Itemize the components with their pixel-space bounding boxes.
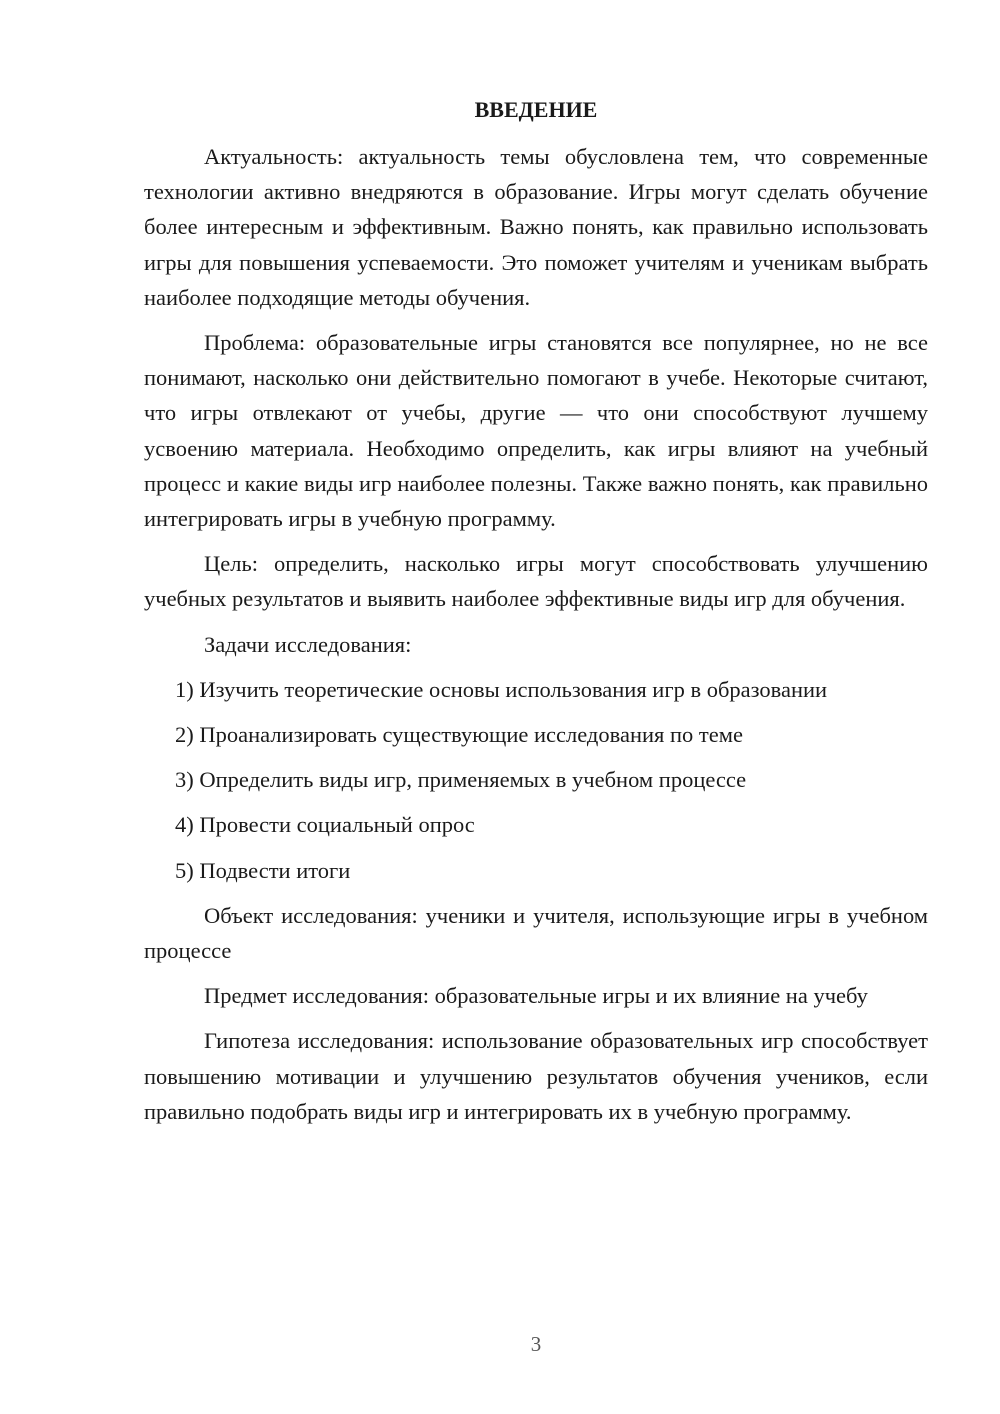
- document-body: [144, 92, 928, 1139]
- section-title: ВВЕДЕНИЕ: [474, 97, 598, 122]
- tasks-heading: Задачи исследования:: [204, 631, 412, 657]
- paragraph-hypothesis: Гипотеза исследования: использование образовательных игр способствует повышению мотивации и улучшению результатов обучения учеников, если правильно подобрать виды игр и интегрировать их в учебную программу.: [144, 1028, 928, 1124]
- task-item: 1) Изучить теоретические основы использования игр в образовании: [175, 676, 828, 702]
- paragraph-subject: Предмет исследования: образовательные игры и их влияние на учебу: [204, 983, 868, 1009]
- paragraph-goal: Цель: определить, насколько игры могут способствовать улучшению учебных результатов и выявить наиболее эффективные виды игр для обучения.: [144, 551, 928, 612]
- task-item: 4) Провести социальный опрос: [175, 812, 475, 838]
- task-list: [144, 672, 928, 888]
- task-item: 3) Определить виды игр, применяемых в учебном процессе: [175, 767, 747, 793]
- paragraph-object: Объект исследования: ученики и учителя, использующие игры в учебном процессе: [144, 902, 928, 964]
- paragraph-relevance: Актуальность: актуальность темы обусловлена тем, что современные технологии активно внедряются в образование. Игры могут сделать обучение более интересным и эффективным. Важно понять, как правильно использовать игры для повышения успеваемости. Это поможет учителям и ученикам выбрать наиболее подходящие методы обучения.: [144, 144, 928, 310]
- paragraph-problem: Проблема: образовательные игры становятся все популярнее, но не все понимают, насколько они действительно помогают в учебе. Некоторые считают, что игры отвлекают от учебы, другие — что они способствуют лучшему усвоению материала. Необходимо определить, как игры влияют на учебный процесс и какие виды игр наиболее полезны. Также важно понять, как правильно интегрировать игры в учебную программу.: [144, 330, 928, 532]
- task-item: 5) Подвести итоги: [175, 857, 351, 883]
- page-number: 3: [530, 1332, 542, 1356]
- task-item: 2) Проанализировать существующие исследования по теме: [175, 722, 743, 748]
